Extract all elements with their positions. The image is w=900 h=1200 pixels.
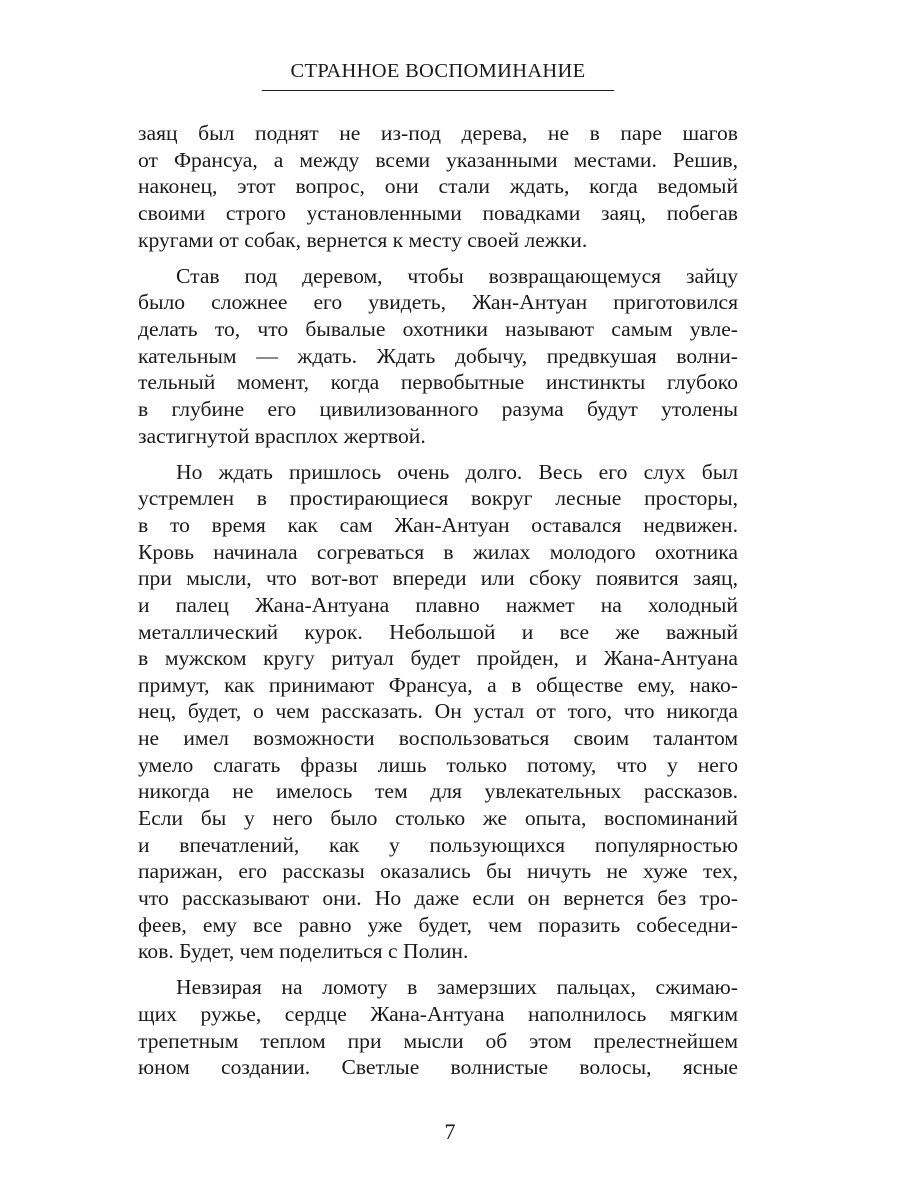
text-line: кательным — ждать. Ждать добычу, предвкушая волни-: [138, 343, 738, 368]
text-line: было сложнее его увидеть, Жан-Антуан приготовился: [138, 290, 738, 315]
body-text: [138, 120, 738, 1090]
text-line: парижан, его рассказы оказались бы ничуть не хуже тех,: [138, 859, 738, 884]
text-line: юном создании. Светлые волнистые волосы, ясные: [138, 1055, 738, 1080]
text-line: при мысли, что вот-вот впереди или сбоку появится заяц,: [138, 566, 738, 591]
text-line: нец, будет, о чем рассказать. Он устал от того, что никогда: [138, 699, 738, 724]
text-line: наконец, этот вопрос, они стали ждать, когда ведомый: [138, 174, 738, 199]
text-line: Став под деревом, чтобы возвращающемуся зайцу: [176, 263, 738, 288]
text-line: трепетным теплом при мысли об этом прелестнейшем: [138, 1028, 738, 1053]
text-line: Невзирая на ломоту в замерзших пальцах, сжимаю-: [176, 975, 738, 1000]
text-line: тельный момент, когда первобытные инстинкты глубоко: [138, 370, 738, 395]
text-line: своими строго установленными повадками заяц, побегав: [138, 200, 738, 225]
paragraph: [138, 974, 738, 1081]
text-line: Кровь начинала согреваться в жилах молодого охотника: [138, 539, 738, 564]
text-line: устремлен в простирающиеся вокруг лесные просторы,: [138, 486, 738, 511]
text-line: заяц был поднят не из-под дерева, не в паре шагов: [138, 121, 738, 145]
text-line: что рассказывают они. Но даже если он вернется без тро-: [138, 885, 738, 910]
text-line: делать то, что бывалые охотники называют самым увле-: [138, 316, 738, 341]
running-head: СТРАННОЕ ВОСПОМИНАНИЕ: [290, 60, 586, 82]
text-line: от Франсуа, а между всеми указанными местами. Решив,: [138, 147, 738, 172]
text-line: в то время как сам Жан-Антуан оставался недвижен.: [138, 512, 738, 537]
paragraph: [138, 263, 738, 449]
text-line: умело слагать фразы лишь только потому, что у него: [138, 752, 738, 777]
text-line: кругами от собак, вернется к месту своей лежки.: [138, 227, 588, 252]
page-number: 7: [444, 1119, 456, 1144]
text-line: в глубине его цивилизованного разума будут утолены: [138, 396, 738, 421]
header-rule: [262, 90, 614, 91]
text-line: никогда не имелось тем для увлекательных рассказов.: [138, 779, 738, 804]
text-line: застигнутой врасплох жертвой.: [138, 423, 426, 448]
text-line: металлический курок. Небольшой и все же важный: [138, 619, 738, 644]
text-line: Если бы у него было столько же опыта, воспоминаний: [138, 806, 738, 831]
text-line: примут, как принимают Франсуа, а в обществе ему, нако-: [138, 672, 738, 697]
paragraph: [138, 120, 738, 253]
paragraph: [138, 459, 738, 965]
text-line: и впечатлений, как у пользующихся популярностью: [138, 832, 738, 857]
text-line: и палец Жана-Антуана плавно нажмет на холодный: [138, 592, 738, 617]
text-line: в мужском кругу ритуал будет пройден, и Жана-Антуана: [138, 646, 738, 671]
text-line: феев, ему все равно уже будет, чем поразить собеседни-: [138, 912, 738, 937]
text-line: щих ружье, сердце Жана-Антуана наполнилось мягким: [138, 1002, 738, 1026]
text-line: ков. Будет, чем поделиться с Полин.: [138, 939, 469, 964]
text-line: Но ждать пришлось очень долго. Весь его слух был: [176, 459, 738, 484]
text-line: не имел возможности воспользоваться своим талантом: [138, 726, 738, 751]
